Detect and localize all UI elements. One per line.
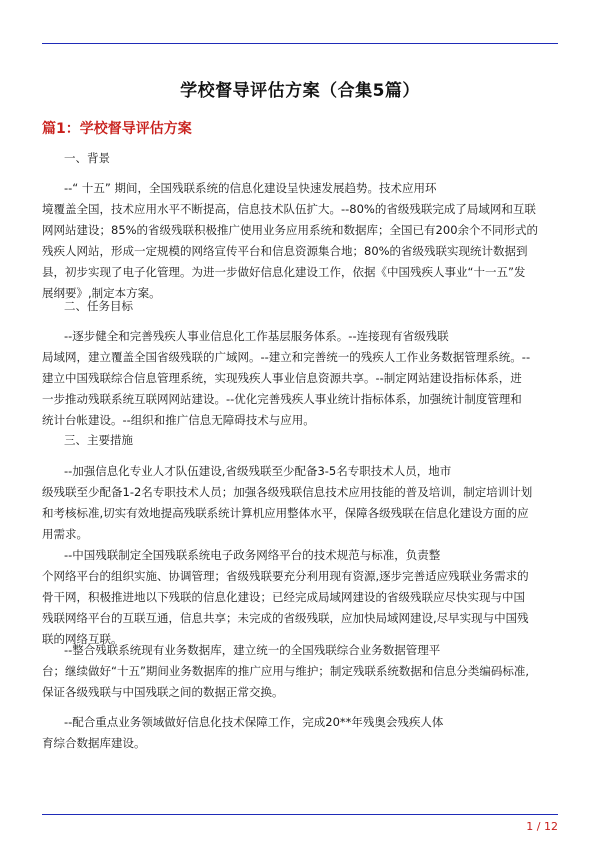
chapter-title: 篇1：学校督导评估方案 (42, 121, 192, 137)
page-number: 1 / 12 (526, 820, 558, 833)
paragraph (42, 326, 558, 431)
footer-rule (42, 814, 558, 815)
section-heading-measures: 三、主要措施 (64, 433, 133, 447)
section-heading-background: 一、背景 (64, 151, 110, 165)
paragraph-line: 统计台帐建设。--组织和推广信息无障碍技术与应用。 (42, 413, 315, 427)
paragraph-line: 和考核标准,切实有效地提高残联系统计算机应用整体水平，保障各级残联在信息化建设方面的应 (42, 506, 529, 520)
paragraph-line: --配合重点业务领域做好信息化技术保障工作，完成20**年残奥会残疾人体 (64, 715, 444, 729)
paragraph-line: 用需求。 (42, 527, 88, 541)
paragraph-line: 一步推动残联系统互联网网站建设。--优化完善残疾人事业统计指标体系，加强统计制度管理和 (42, 392, 522, 406)
paragraph-line: 联的网络互联。 (42, 632, 123, 646)
paragraph-line: 建立中国残联综合信息管理系统，实现残疾人事业信息资源共享。--制定网站建设指标体系，进 (42, 371, 522, 385)
paragraph-line: 保证各级残联与中国残联之间的数据正常交换。 (42, 685, 284, 699)
paragraph-line: --整合残联系统现有业务数据库，建立统一的全国残联综合业务数据管理平 (64, 643, 441, 657)
paragraph (42, 178, 558, 304)
paragraph-line: 残疾人网站，形成一定规模的网络宣传平台和信息资源集合地；80%的省级残联实现统计数据到 (42, 244, 528, 258)
paragraph-line: 个网络平台的组织实施、协调管理；省级残联要充分利用现有资源,逐步完善适应残联业务需求的 (42, 569, 529, 583)
paragraph-line: 境覆盖全国，技术应用水平不断提高，信息技术队伍扩大。--80%的省级残联完成了局域网和互联 (42, 202, 536, 216)
paragraph (42, 712, 558, 754)
paragraph-line: 局域网，建立覆盖全国省级残联的广域网。--建立和完善统一的残疾人工作业务数据管理系统。-- (42, 350, 531, 364)
paragraph-line: 骨干网，积极推进地以下残联的信息化建设；已经完成局域网建设的省级残联应尽快实现与中国 (42, 590, 525, 604)
paragraph-line: 网网站建设；85%的省级残联积极推广使用业务应用系统和数据库；全国已有200余个不同形式的 (42, 223, 539, 237)
header-rule (42, 43, 558, 44)
document-title: 学校督导评估方案（合集5篇） (180, 81, 420, 101)
paragraph-line: --加强信息化专业人才队伍建设,省级残联至少配备3-5名专职技术人员，地市 (64, 464, 452, 478)
paragraph-line: 台；继续做好“十五”期间业务数据库的推广应用与维护；制定残联系统数据和信息分类编码标准, (42, 664, 530, 678)
paragraph-line: --“ 十五” 期间，全国残联系统的信息化建设呈快速发展趋势。技术应用环 (64, 181, 437, 195)
section-heading-goals: 二、任务目标 (64, 299, 133, 313)
paragraph-line: --逐步健全和完善残疾人事业信息化工作基层服务体系。--连接现有省级残联 (64, 329, 449, 343)
paragraph-line: 残联网络平台的互联互通，信息共享；未完成的省级残联，应加快局域网建设,尽早实现与中国残 (42, 611, 529, 625)
paragraph-line: 育综合数据库建设。 (42, 736, 146, 750)
paragraph (42, 545, 558, 650)
paragraph-line: 展纲要》,制定本方案。 (42, 286, 161, 300)
paragraph-line: 级残联至少配备1-2名专职技术人员；加强各级残联信息技术应用技能的普及培训，制定培训计划 (42, 485, 533, 499)
paragraph (42, 461, 558, 545)
paragraph-line: --中国残联制定全国残联系统电子政务网络平台的技术规范与标准，负责整 (64, 548, 441, 562)
paragraph-line: 县，初步实现了电子化管理。为进一步做好信息化建设工作，依据《中国残疾人事业“十一五”发 (42, 265, 526, 279)
paragraph (42, 640, 558, 703)
